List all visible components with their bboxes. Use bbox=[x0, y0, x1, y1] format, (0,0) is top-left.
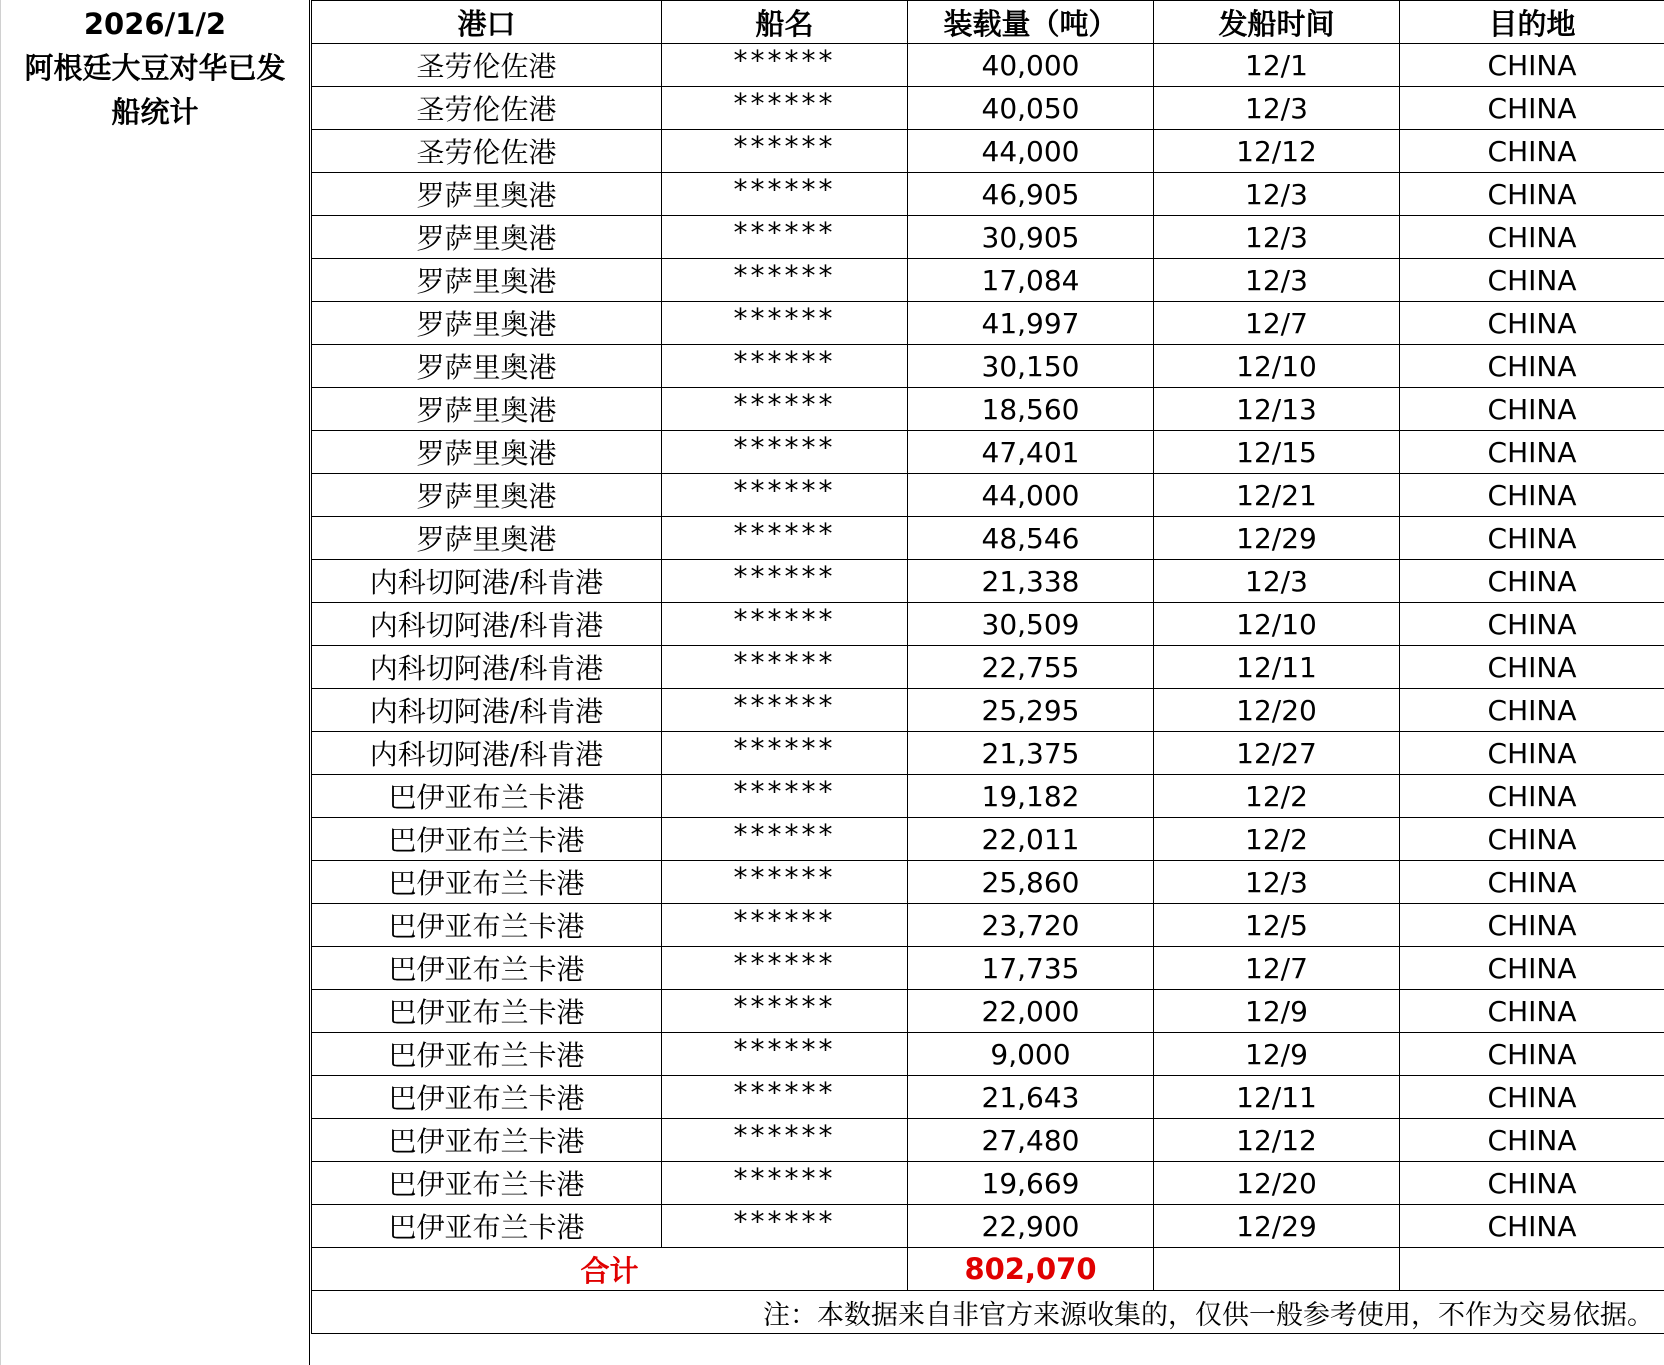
cell-tonnage: 21,338 bbox=[908, 560, 1154, 603]
cell-port: 巴伊亚布兰卡港 bbox=[312, 861, 662, 904]
table-row bbox=[312, 732, 1664, 775]
cell-departure-date: 12/15 bbox=[1154, 431, 1400, 474]
table-row bbox=[312, 216, 1664, 259]
cell-destination: CHINA bbox=[1400, 1119, 1664, 1162]
cell-destination: CHINA bbox=[1400, 216, 1664, 259]
cell-ship-name: ****** bbox=[662, 431, 908, 474]
cell-departure-date: 12/10 bbox=[1154, 345, 1400, 388]
cell-destination: CHINA bbox=[1400, 603, 1664, 646]
cell-tonnage: 19,669 bbox=[908, 1162, 1154, 1205]
cell-port: 罗萨里奥港 bbox=[312, 474, 662, 517]
cell-departure-date: 12/3 bbox=[1154, 216, 1400, 259]
cell-ship-name: ****** bbox=[662, 44, 908, 87]
cell-destination: CHINA bbox=[1400, 1033, 1664, 1076]
cell-destination: CHINA bbox=[1400, 861, 1664, 904]
cell-port: 巴伊亚布兰卡港 bbox=[312, 775, 662, 818]
table-row bbox=[312, 689, 1664, 732]
cell-ship-name: ****** bbox=[662, 517, 908, 560]
cell-destination: CHINA bbox=[1400, 646, 1664, 689]
cell-departure-date: 12/9 bbox=[1154, 1033, 1400, 1076]
cell-tonnage: 25,860 bbox=[908, 861, 1154, 904]
cell-departure-date: 12/3 bbox=[1154, 861, 1400, 904]
cell-destination: CHINA bbox=[1400, 947, 1664, 990]
cell-port: 巴伊亚布兰卡港 bbox=[312, 1076, 662, 1119]
cell-tonnage: 47,401 bbox=[908, 431, 1154, 474]
cell-departure-date: 12/27 bbox=[1154, 732, 1400, 775]
cell-tonnage: 44,000 bbox=[908, 130, 1154, 173]
shipment-table bbox=[311, 0, 1664, 1334]
cell-destination: CHINA bbox=[1400, 259, 1664, 302]
cell-port: 罗萨里奥港 bbox=[312, 388, 662, 431]
cell-destination: CHINA bbox=[1400, 173, 1664, 216]
cell-port: 罗萨里奥港 bbox=[312, 173, 662, 216]
cell-departure-date: 12/3 bbox=[1154, 560, 1400, 603]
cell-destination: CHINA bbox=[1400, 345, 1664, 388]
table-row bbox=[312, 775, 1664, 818]
report-title: 阿根廷大豆对华已发船统计 bbox=[24, 51, 286, 129]
cell-ship-name: ****** bbox=[662, 646, 908, 689]
cell-ship-name: ****** bbox=[662, 775, 908, 818]
cell-port: 罗萨里奥港 bbox=[312, 517, 662, 560]
table-row bbox=[312, 345, 1664, 388]
table-row bbox=[312, 646, 1664, 689]
cell-tonnage: 19,182 bbox=[908, 775, 1154, 818]
cell-port: 内科切阿港/科肯港 bbox=[312, 603, 662, 646]
cell-departure-date: 12/3 bbox=[1154, 259, 1400, 302]
total-row bbox=[312, 1248, 1664, 1291]
cell-tonnage: 22,755 bbox=[908, 646, 1154, 689]
cell-tonnage: 21,643 bbox=[908, 1076, 1154, 1119]
cell-departure-date: 12/9 bbox=[1154, 990, 1400, 1033]
cell-port: 罗萨里奥港 bbox=[312, 216, 662, 259]
cell-destination: CHINA bbox=[1400, 130, 1664, 173]
cell-port: 内科切阿港/科肯港 bbox=[312, 689, 662, 732]
cell-port: 巴伊亚布兰卡港 bbox=[312, 990, 662, 1033]
header-row bbox=[312, 1, 1664, 44]
table-row bbox=[312, 1119, 1664, 1162]
table-row bbox=[312, 44, 1664, 87]
table-row bbox=[312, 861, 1664, 904]
table-row bbox=[312, 990, 1664, 1033]
cell-tonnage: 18,560 bbox=[908, 388, 1154, 431]
cell-port: 内科切阿港/科肯港 bbox=[312, 732, 662, 775]
cell-departure-date: 12/10 bbox=[1154, 603, 1400, 646]
cell-departure-date: 12/12 bbox=[1154, 1119, 1400, 1162]
table-row bbox=[312, 560, 1664, 603]
cell-departure-date: 12/20 bbox=[1154, 689, 1400, 732]
cell-port: 巴伊亚布兰卡港 bbox=[312, 904, 662, 947]
cell-tonnage: 27,480 bbox=[908, 1119, 1154, 1162]
cell-port: 巴伊亚布兰卡港 bbox=[312, 1119, 662, 1162]
cell-port: 罗萨里奥港 bbox=[312, 302, 662, 345]
cell-port: 内科切阿港/科肯港 bbox=[312, 646, 662, 689]
note-row bbox=[312, 1291, 1664, 1334]
cell-ship-name: ****** bbox=[662, 474, 908, 517]
table-row bbox=[312, 130, 1664, 173]
table-row bbox=[312, 431, 1664, 474]
cell-ship-name: ****** bbox=[662, 947, 908, 990]
cell-tonnage: 17,084 bbox=[908, 259, 1154, 302]
cell-destination: CHINA bbox=[1400, 1162, 1664, 1205]
cell-departure-date: 12/2 bbox=[1154, 775, 1400, 818]
cell-destination: CHINA bbox=[1400, 904, 1664, 947]
cell-ship-name: ****** bbox=[662, 130, 908, 173]
table-row bbox=[312, 517, 1664, 560]
cell-ship-name: ****** bbox=[662, 603, 908, 646]
table-row bbox=[312, 947, 1664, 990]
cell-tonnage: 44,000 bbox=[908, 474, 1154, 517]
header-port: 港口 bbox=[312, 1, 662, 44]
cell-departure-date: 12/29 bbox=[1154, 517, 1400, 560]
total-label: 合计 bbox=[312, 1248, 908, 1291]
cell-departure-date: 12/20 bbox=[1154, 1162, 1400, 1205]
cell-ship-name: ****** bbox=[662, 904, 908, 947]
cell-port: 巴伊亚布兰卡港 bbox=[312, 947, 662, 990]
table-row bbox=[312, 302, 1664, 345]
table-row bbox=[312, 1205, 1664, 1248]
header-destination: 目的地 bbox=[1400, 1, 1664, 44]
cell-departure-date: 12/12 bbox=[1154, 130, 1400, 173]
cell-destination: CHINA bbox=[1400, 1205, 1664, 1248]
cell-ship-name: ****** bbox=[662, 87, 908, 130]
cell-ship-name: ****** bbox=[662, 388, 908, 431]
cell-departure-date: 12/7 bbox=[1154, 947, 1400, 990]
table-row bbox=[312, 818, 1664, 861]
header-departure-date: 发船时间 bbox=[1154, 1, 1400, 44]
cell-destination: CHINA bbox=[1400, 1076, 1664, 1119]
cell-port: 内科切阿港/科肯港 bbox=[312, 560, 662, 603]
cell-departure-date: 12/1 bbox=[1154, 44, 1400, 87]
table-row bbox=[312, 173, 1664, 216]
header-ship-name: 船名 bbox=[662, 1, 908, 44]
total-value: 802,070 bbox=[908, 1248, 1154, 1291]
cell-port: 巴伊亚布兰卡港 bbox=[312, 1162, 662, 1205]
cell-ship-name: ****** bbox=[662, 259, 908, 302]
cell-ship-name: ****** bbox=[662, 1119, 908, 1162]
cell-port: 圣劳伦佐港 bbox=[312, 87, 662, 130]
cell-tonnage: 41,997 bbox=[908, 302, 1154, 345]
cell-port: 巴伊亚布兰卡港 bbox=[312, 818, 662, 861]
table-row bbox=[312, 904, 1664, 947]
table-row bbox=[312, 474, 1664, 517]
cell-tonnage: 9,000 bbox=[908, 1033, 1154, 1076]
cell-tonnage: 30,150 bbox=[908, 345, 1154, 388]
cell-tonnage: 30,905 bbox=[908, 216, 1154, 259]
table-row bbox=[312, 603, 1664, 646]
cell-destination: CHINA bbox=[1400, 689, 1664, 732]
cell-tonnage: 22,900 bbox=[908, 1205, 1154, 1248]
cell-destination: CHINA bbox=[1400, 44, 1664, 87]
cell-tonnage: 40,000 bbox=[908, 44, 1154, 87]
cell-tonnage: 23,720 bbox=[908, 904, 1154, 947]
cell-ship-name: ****** bbox=[662, 818, 908, 861]
cell-port: 罗萨里奥港 bbox=[312, 259, 662, 302]
cell-destination: CHINA bbox=[1400, 818, 1664, 861]
cell-port: 巴伊亚布兰卡港 bbox=[312, 1033, 662, 1076]
cell-ship-name: ****** bbox=[662, 560, 908, 603]
cell-tonnage: 21,375 bbox=[908, 732, 1154, 775]
cell-ship-name: ****** bbox=[662, 216, 908, 259]
cell-ship-name: ****** bbox=[662, 1033, 908, 1076]
cell-tonnage: 22,000 bbox=[908, 990, 1154, 1033]
cell-destination: CHINA bbox=[1400, 517, 1664, 560]
cell-ship-name: ****** bbox=[662, 732, 908, 775]
cell-destination: CHINA bbox=[1400, 990, 1664, 1033]
cell-departure-date: 12/21 bbox=[1154, 474, 1400, 517]
cell-ship-name: ****** bbox=[662, 1162, 908, 1205]
cell-ship-name: ****** bbox=[662, 689, 908, 732]
cell-tonnage: 22,011 bbox=[908, 818, 1154, 861]
cell-port: 圣劳伦佐港 bbox=[312, 130, 662, 173]
total-empty-cell bbox=[1154, 1248, 1400, 1291]
cell-departure-date: 12/3 bbox=[1154, 173, 1400, 216]
cell-departure-date: 12/3 bbox=[1154, 87, 1400, 130]
cell-port: 巴伊亚布兰卡港 bbox=[312, 1205, 662, 1248]
cell-departure-date: 12/11 bbox=[1154, 1076, 1400, 1119]
table-row bbox=[312, 1162, 1664, 1205]
cell-destination: CHINA bbox=[1400, 87, 1664, 130]
cell-ship-name: ****** bbox=[662, 861, 908, 904]
cell-ship-name: ****** bbox=[662, 1205, 908, 1248]
cell-destination: CHINA bbox=[1400, 431, 1664, 474]
cell-destination: CHINA bbox=[1400, 388, 1664, 431]
cell-departure-date: 12/2 bbox=[1154, 818, 1400, 861]
cell-destination: CHINA bbox=[1400, 302, 1664, 345]
cell-port: 罗萨里奥港 bbox=[312, 345, 662, 388]
cell-departure-date: 12/5 bbox=[1154, 904, 1400, 947]
cell-tonnage: 46,905 bbox=[908, 173, 1154, 216]
table-body bbox=[312, 44, 1664, 1248]
cell-ship-name: ****** bbox=[662, 173, 908, 216]
table-row bbox=[312, 1076, 1664, 1119]
cell-port: 罗萨里奥港 bbox=[312, 431, 662, 474]
cell-departure-date: 12/11 bbox=[1154, 646, 1400, 689]
cell-destination: CHINA bbox=[1400, 775, 1664, 818]
cell-ship-name: ****** bbox=[662, 1076, 908, 1119]
cell-port: 圣劳伦佐港 bbox=[312, 44, 662, 87]
cell-ship-name: ****** bbox=[662, 302, 908, 345]
cell-departure-date: 12/29 bbox=[1154, 1205, 1400, 1248]
cell-departure-date: 12/7 bbox=[1154, 302, 1400, 345]
table-row bbox=[312, 1033, 1664, 1076]
side-title-panel bbox=[0, 0, 310, 1365]
cell-ship-name: ****** bbox=[662, 990, 908, 1033]
cell-tonnage: 25,295 bbox=[908, 689, 1154, 732]
table-row bbox=[312, 388, 1664, 431]
cell-ship-name: ****** bbox=[662, 345, 908, 388]
table-row bbox=[312, 259, 1664, 302]
table-row bbox=[312, 87, 1664, 130]
cell-destination: CHINA bbox=[1400, 560, 1664, 603]
total-empty-cell bbox=[1400, 1248, 1664, 1291]
cell-tonnage: 40,050 bbox=[908, 87, 1154, 130]
header-tonnage: 装载量（吨） bbox=[908, 1, 1154, 44]
cell-tonnage: 17,735 bbox=[908, 947, 1154, 990]
disclaimer-note: 注：本数据来自非官方来源收集的，仅供一般参考使用，不作为交易依据。 bbox=[312, 1291, 1664, 1334]
cell-tonnage: 48,546 bbox=[908, 517, 1154, 560]
cell-departure-date: 12/13 bbox=[1154, 388, 1400, 431]
report-date: 2026/1/2 bbox=[83, 7, 227, 41]
cell-tonnage: 30,509 bbox=[908, 603, 1154, 646]
cell-destination: CHINA bbox=[1400, 474, 1664, 517]
cell-destination: CHINA bbox=[1400, 732, 1664, 775]
